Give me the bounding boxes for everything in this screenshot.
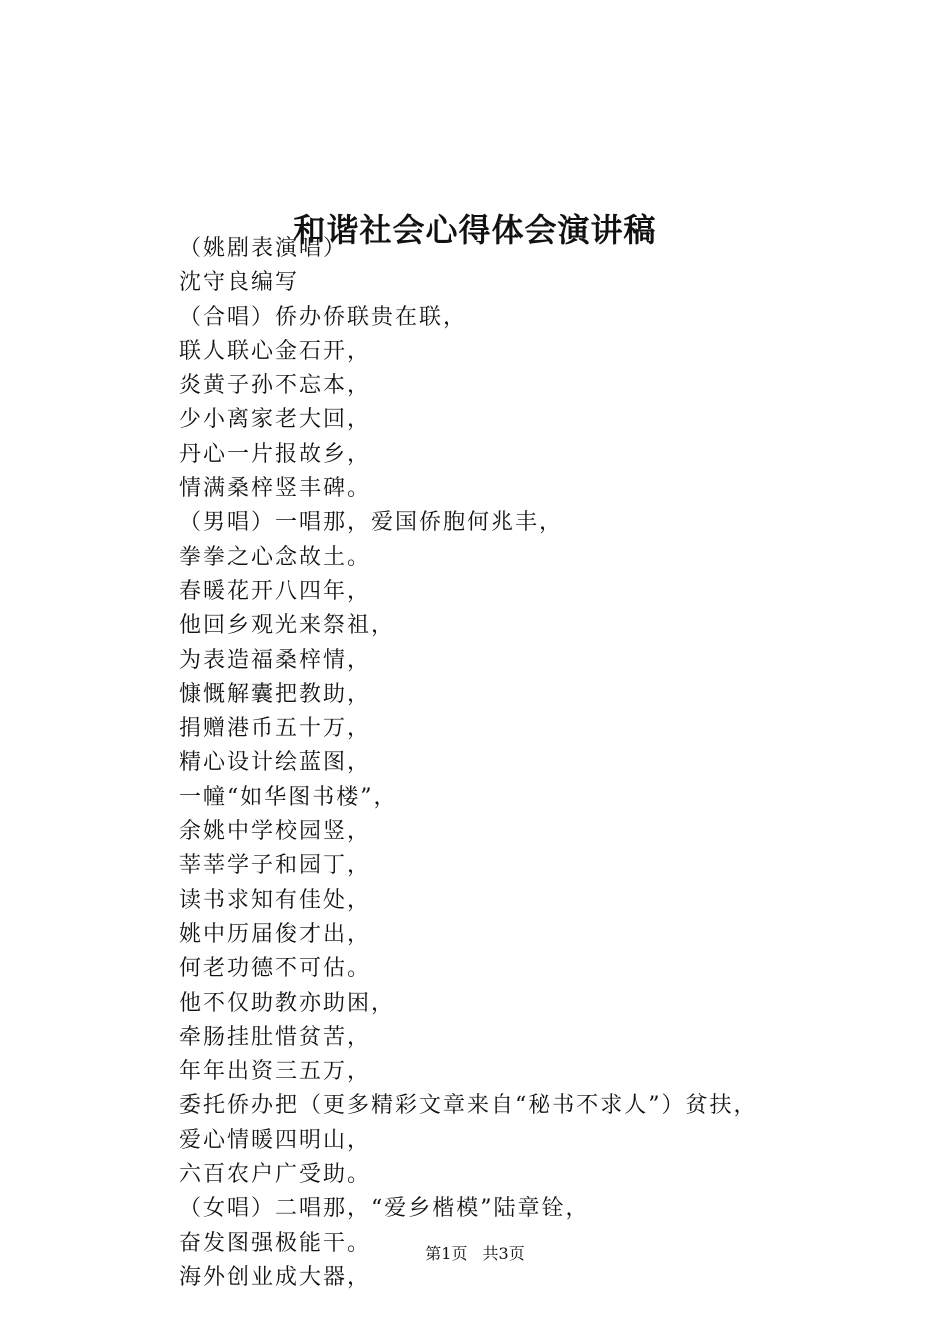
text-line: 海外创业成大器， (179, 1264, 372, 1290)
text-line: 余姚中学校园竖， (179, 819, 372, 845)
document-body (179, 232, 879, 1295)
document-title: 和谐社会心得体会演讲稿 (293, 211, 657, 250)
text-line: 炎黄子孙不忘本， (179, 373, 372, 399)
text-line: 奋发图强极能干。 (179, 1230, 372, 1256)
text-line: 拳拳之心念故土。 (179, 544, 372, 570)
text-line: 委托侨办把（更多精彩文章来自“秘书不求人”）贫扶， (179, 1093, 758, 1119)
text-line: 年年出资三五万， (179, 1059, 372, 1085)
text-line: 沈守良编写 (179, 270, 300, 296)
text-line: 莘莘学子和园丁， (179, 853, 372, 879)
text-line: （姚剧表演唱） (179, 236, 348, 261)
text-line: 一幢“如华图书楼”， (179, 784, 398, 810)
page-footer (0, 1240, 950, 1268)
text-line: 情满桑梓竖丰碑。 (179, 476, 372, 502)
text-line: 为表造福桑梓情， (179, 647, 372, 673)
text-line: 春暖花开八四年， (179, 578, 372, 604)
text-line: 精心设计绘蓝图， (179, 750, 372, 776)
text-line: 他回乡观光来祭祖， (179, 613, 396, 639)
text-line: 慷慨解囊把教助， (179, 681, 372, 707)
text-line: 六百农户广受助。 (179, 1162, 372, 1188)
text-line: 姚中历届俊才出， (179, 921, 372, 947)
text-line: 读书求知有佳处， (179, 887, 372, 913)
text-line: （男唱）一唱那，爱国侨胞何兆丰， (179, 510, 564, 536)
text-line: 丹心一片报故乡， (179, 441, 372, 467)
text-line: 爱心情暖四明山， (179, 1127, 372, 1153)
text-line: 他不仅助教亦助困， (179, 990, 396, 1016)
text-line: 少小离家老大回， (179, 407, 372, 433)
text-line: 牵肠挂肚惜贫苦， (179, 1024, 372, 1050)
page-total: 共3页 (482, 1244, 525, 1263)
text-line: 何老功德不可估。 (179, 956, 372, 982)
text-line: 捐赠港币五十万， (179, 716, 372, 742)
text-line: （合唱）侨办侨联贵在联， (179, 304, 468, 330)
text-line: （女唱）二唱那，“爱乡楷模”陆章铨， (179, 1196, 590, 1222)
text-line: 联人联心金石开， (179, 338, 372, 364)
page-number: 第1页 (425, 1244, 468, 1263)
